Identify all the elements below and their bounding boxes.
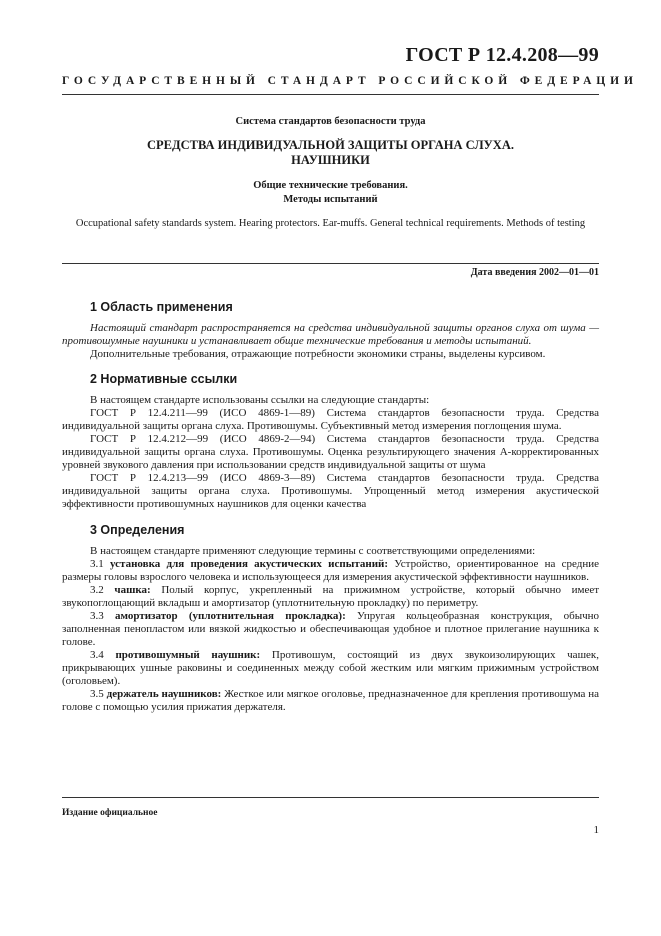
section-3-heading: 3 Определения [90,523,185,537]
definition-term: амортизатор (уплотнительная прокладка): [115,610,346,622]
document-title [62,138,599,168]
reference-gost-211: ГОСТ Р 12.4.211—99 (ИСО 4869-1—89) Система стандартов безопасности труда. Средства индивидуальной защиты органа слуха. Противошумы. Субъективный метод измерения поглощения шума. [62,407,599,432]
header-rule [62,94,599,95]
section-2-heading: 2 Нормативные ссылки [90,372,238,386]
title-rule [62,263,599,264]
definition-3-4 [62,649,599,688]
definition-number: 3.3 [90,610,104,622]
definition-text: Устройство, ориентированное на средние размеры головы взрослого человека и использующееся для измерения акустической эффективности наушников. [62,558,600,583]
official-edition-label: Издание официальное [62,808,158,818]
document-subtitle-line2: Методы испытаний [283,194,378,205]
state-standard-banner: ГОСУДАРСТВЕННЫЙ СТАНДАРТ РОССИЙСКОЙ ФЕДЕРАЦИИ [62,75,638,87]
definition-3-2 [62,584,599,610]
definition-text: Упругая кольцеобразная конструкция, обычно заполненная пенопластом или вязкой жидкостью и обеспечивающая удобное и плотное прилегание наушника к голове. [62,610,600,648]
english-title: Occupational safety standards system. Hearing protectors. Ear-muffs. General technical requirements. Methods of testing [75,218,586,229]
section-3-intro: В настоящем стандарте применяют следующие термины с соответствующими определениями: [90,545,536,557]
reference-gost-213: ГОСТ Р 12.4.213—99 (ИСО 4869-3—89) Система стандартов безопасности труда. Средства индивидуальной защиты органа слуха. Противошумы. Упрощенный метод измерения акустической эффективности противошумных наушников для оценки качества [62,472,599,510]
definition-term: противошумный наушник: [115,649,261,661]
definition-term: установка для проведения акустических испытаний: [110,558,389,570]
definition-3-1 [62,558,599,584]
definition-number: 3.4 [90,649,104,661]
definition-term: держатель наушников: [106,688,222,700]
definition-text: Полый корпус, укрепленный на прижимном устройстве, который обычно имеет звукопоглощающий вкладыш и амортизатор (уплотнительную прокладку) по периметру. [62,584,600,609]
document-body [62,301,599,714]
definition-number: 3.1 [90,558,104,570]
definition-3-3 [62,610,599,649]
section-2-intro: В настоящем стандарте использованы ссылки на следующие стандарты: [90,394,430,406]
section-1-paragraph: Настоящий стандарт распространяется на средства индивидуальной защиты органов слуха от шума — противошумные наушники и устанавливает общие технические требования и методы испытаний. [62,322,599,347]
section-1-note: Дополнительные требования, отражающие потребности экономики страны, выделены курсивом. [90,348,546,360]
gost-number: ГОСТ Р 12.4.208—99 [405,44,599,66]
reference-gost-212: ГОСТ Р 12.4.212—99 (ИСО 4869-2—94) Система стандартов безопасности труда. Средства индивидуальной защиты органа слуха. Противошумы. Оценка результирующего значения А-корректированных уровней звукового давления при использовании средств индивидуальной защиты от шума [62,433,599,471]
definition-number: 3.5 [90,688,104,700]
document-title-line2: НАУШНИКИ [291,153,370,167]
footer-rule [62,797,599,798]
definition-3-5 [62,688,599,714]
document-subtitle [62,179,599,207]
document-title-line1: СРЕДСТВА ИНДИВИДУАЛЬНОЙ ЗАЩИТЫ ОРГАНА СЛУХА. [147,138,514,152]
document-subtitle-line1: Общие технические требования. [253,180,408,191]
definition-number: 3.2 [90,584,104,596]
definition-text: Жесткое или мягкое оголовье, предназначенное для крепления противошума на голове с помощью усилия прижатия держателя. [62,688,600,713]
standards-system-title: Система стандартов безопасности труда [235,116,426,127]
introduction-date: Дата введения 2002—01—01 [470,267,599,278]
definition-text: Противошум, состоящий из двух звукоизолирующих чашек, прикрывающих ушные раковины и соединенных между собой жестким или мягким прижимным устройством (оголовьем). [62,649,600,687]
page-number: 1 [593,824,599,836]
section-1-heading: 1 Область применения [90,300,233,314]
definition-term: чашка: [114,584,151,596]
